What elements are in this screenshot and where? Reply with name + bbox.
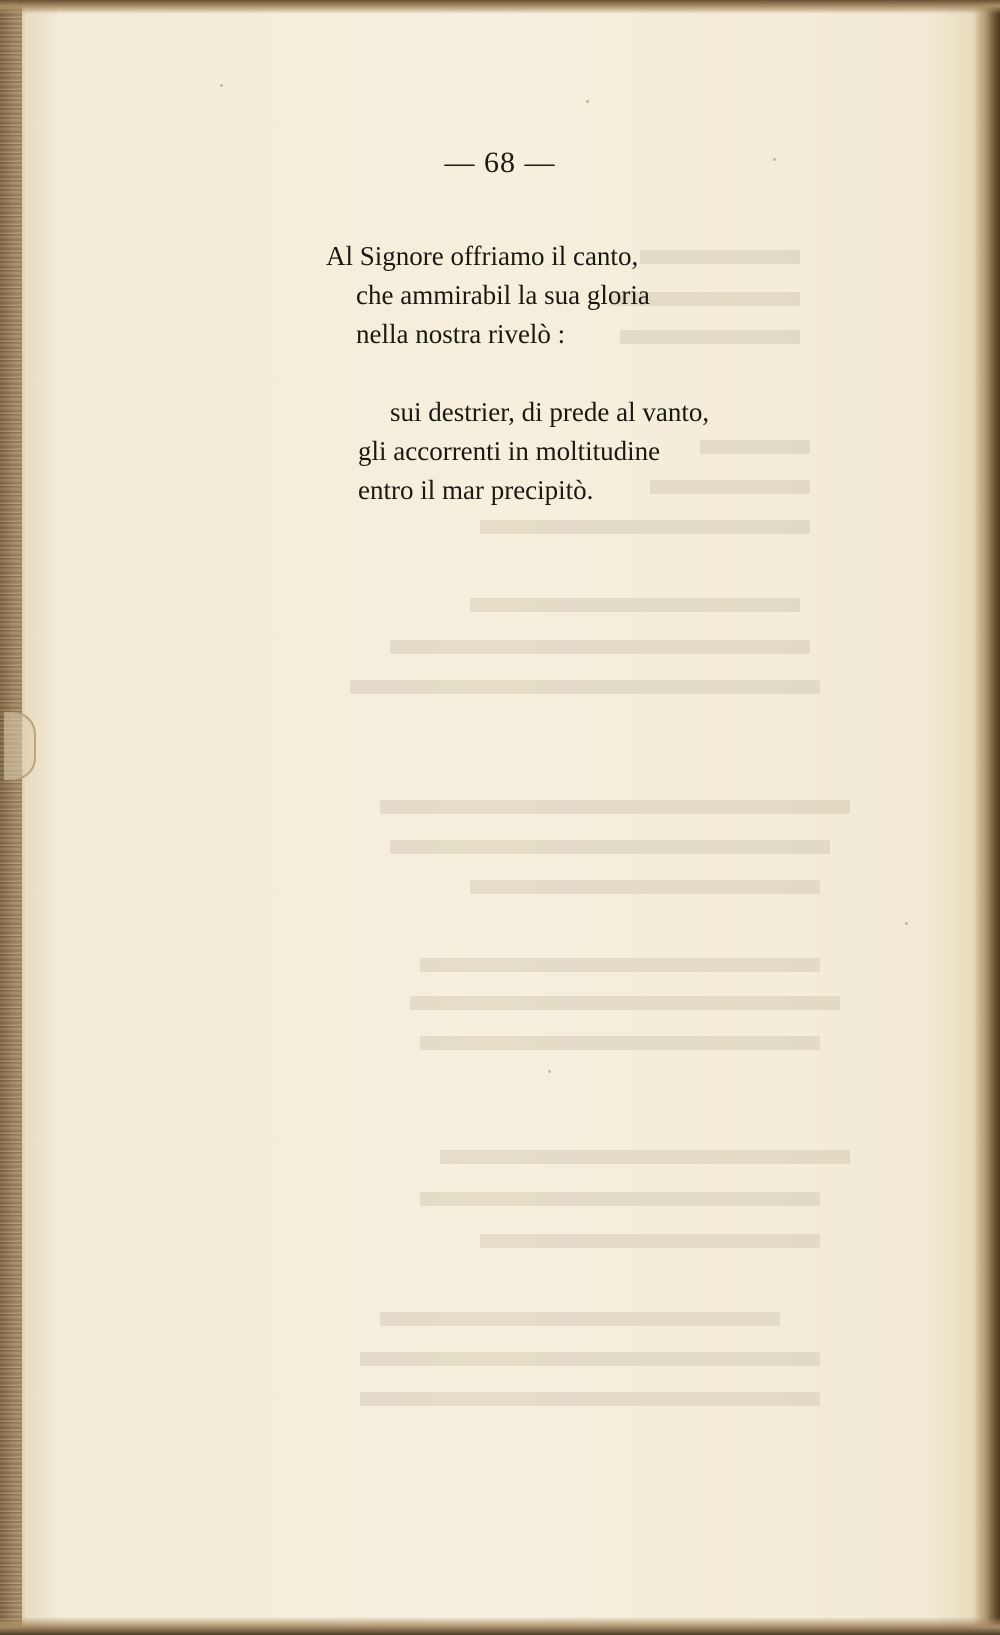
page-number: — 68 — bbox=[444, 146, 556, 179]
paper-speck bbox=[586, 100, 589, 103]
verse-line: nella nostra rivelò : bbox=[356, 319, 566, 349]
stanza-2 bbox=[358, 393, 709, 510]
verse-line: gli accorrenti in moltitudine bbox=[358, 436, 661, 466]
binding-thread-loop bbox=[4, 712, 36, 780]
verse-line: entro il mar precipitò. bbox=[358, 475, 594, 505]
paper-speck bbox=[220, 84, 223, 87]
verse-line: sui destrier, di prede al vanto, bbox=[390, 397, 710, 427]
book-binding-edge bbox=[0, 0, 22, 1635]
verse-line: che ammirabil la sua gloria bbox=[356, 280, 650, 310]
page-top-edge bbox=[0, 0, 1000, 14]
paper-speck bbox=[548, 1070, 551, 1073]
stanza-1 bbox=[326, 237, 650, 354]
page-bottom-edge bbox=[0, 1617, 1000, 1635]
paper-speck bbox=[905, 922, 908, 925]
verse-line: Al Signore offriamo il canto, bbox=[326, 241, 639, 271]
page-right-edge bbox=[974, 0, 1000, 1635]
